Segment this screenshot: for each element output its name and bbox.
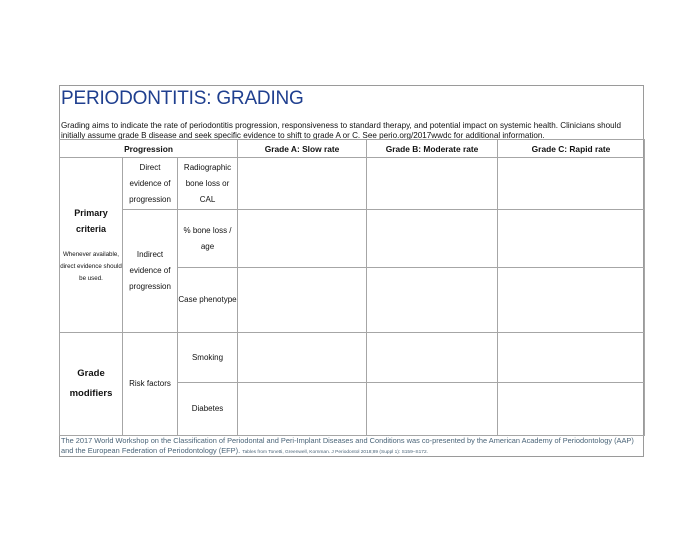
- primary-criteria-cell: [60, 158, 123, 333]
- grade-c-diabetes: [498, 383, 645, 436]
- header-progression: Progression: [60, 140, 238, 158]
- grade-b-radiographic: [367, 158, 498, 210]
- grade-a-bone-loss-age: [238, 210, 367, 268]
- grade-b-bone-loss-age: [367, 210, 498, 268]
- row-radiographic: [60, 158, 645, 210]
- grade-a-smoking: [238, 333, 367, 383]
- description: Grading aims to indicate the rate of periodontitis progression, responsiveness to standard therapy, and potential impact on systemic health. Clinicians should initially assume grade B disease and seek specific evidence to shift to grade A or C. See perio.org/2017wwdc for additional information.: [61, 121, 621, 140]
- grading-table: [59, 139, 645, 436]
- grade-c-case-phenotype: [498, 268, 645, 333]
- grade-c-smoking: [498, 333, 645, 383]
- primary-criteria-note: Whenever available, direct evidence should be used.: [60, 251, 122, 282]
- direct-evidence-cell: Direct evidence of progression: [123, 158, 178, 210]
- header-grade-b: Grade B: Moderate rate: [367, 140, 498, 158]
- grade-c-bone-loss-age: [498, 210, 645, 268]
- header-row: [60, 140, 645, 158]
- grade-b-case-phenotype: [367, 268, 498, 333]
- case-phenotype-cell: Case phenotype: [178, 268, 238, 333]
- grade-b-diabetes: [367, 383, 498, 436]
- grade-modifiers-cell: [60, 333, 123, 436]
- grade-a-case-phenotype: [238, 268, 367, 333]
- radiographic-cell: Radiographic bone loss or CAL: [178, 158, 238, 210]
- grade-b-smoking: [367, 333, 498, 383]
- row-smoking: [60, 333, 645, 383]
- smoking-cell: Smoking: [178, 333, 238, 383]
- bone-loss-age-cell: % bone loss / age: [178, 210, 238, 268]
- header-grade-a: Grade A: Slow rate: [238, 140, 367, 158]
- page-title: PERIODONTITIS: GRADING: [61, 88, 304, 109]
- grade-a-radiographic: [238, 158, 367, 210]
- grade-modifiers-title: Grade modifiers: [69, 368, 113, 399]
- header-grade-c: Grade C: Rapid rate: [498, 140, 645, 158]
- risk-factors-cell: Risk factors: [123, 333, 178, 436]
- grade-c-radiographic: [498, 158, 645, 210]
- row-bone-loss-age: [60, 210, 645, 268]
- indirect-evidence-cell: Indirect evidence of progression: [123, 210, 178, 333]
- primary-criteria-title: Primary criteria: [74, 208, 108, 234]
- grade-a-diabetes: [238, 383, 367, 436]
- footer-citation: Tables from Tonetti, Greenwell, Kornman. J Periodontol 2018;89 (Suppl 1): S159–S172.: [242, 450, 428, 455]
- footer: [61, 436, 644, 458]
- diabetes-cell: Diabetes: [178, 383, 238, 436]
- footer-text: The 2017 World Workshop on the Classification of Periodontal and Peri-Implant Diseases and Conditions was co-presented by the American Academy of Periodontology (AAP) and the European Federation of Periodontology (EFP).: [61, 436, 634, 455]
